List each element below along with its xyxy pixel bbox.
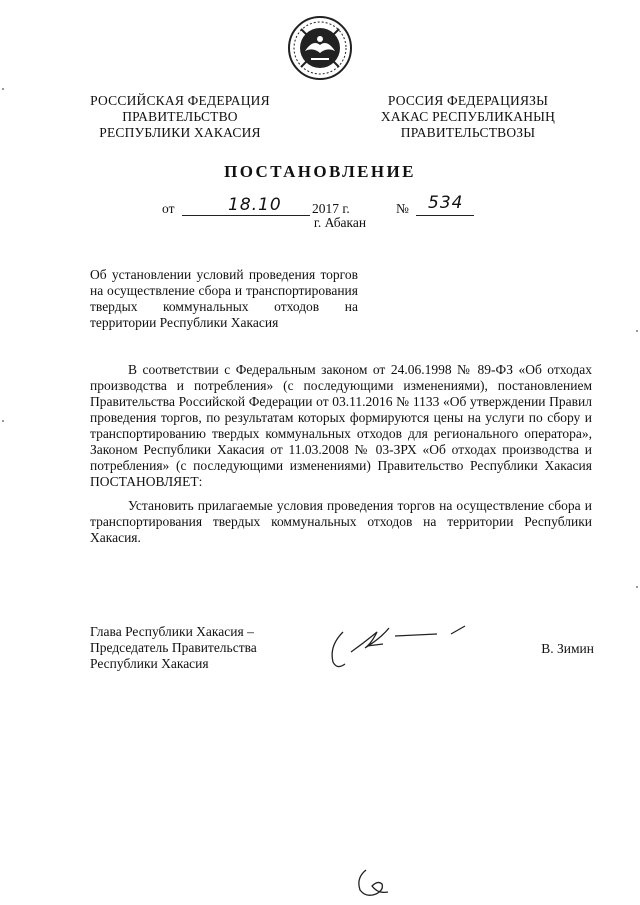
body-paragraph: В соответствии с Федеральным законом от 24.06.1998 № 89-ФЗ «Об отходах производства и потребления» (с последующими изменениями), постановлением Правительства Российской Федерации от 03.11.2016 № 1133 «Об утверждении Правил проведения торгов, по результатам которых формируются цены на услуги по сбору и транспортированию твердых коммунальных отходов для регионального оператора», Законом Республики Хакасия от 11.03.2008 № 03-ЗРХ «Об отходах производства и потребления» (с последующими изменениями) Правительство Республики Хакасия ПОСТАНОВЛЯЕТ:	[90, 362, 592, 489]
header-left-line: ПРАВИТЕЛЬСТВО	[122, 109, 238, 124]
scan-margin-mark	[2, 420, 4, 422]
date-from-label: от	[162, 201, 175, 216]
header-right	[368, 93, 568, 141]
scan-margin-mark	[636, 330, 638, 332]
handwritten-signature	[325, 618, 475, 678]
scan-margin-mark	[636, 586, 638, 588]
number-label: №	[396, 201, 409, 216]
document-title: ПОСТАНОВЛЕНИЕ	[224, 162, 416, 181]
city-label: г. Абакан	[313, 215, 367, 230]
handwritten-mark	[352, 866, 392, 900]
signatory-position-line: Республики Хакасия	[90, 656, 209, 671]
header-right-line: РОССИЯ ФЕДЕРАЦИЯЗЫ	[387, 93, 549, 108]
scan-margin-mark	[2, 88, 4, 90]
signatory-position-line: Глава Республики Хакасия –	[90, 624, 254, 639]
header-right-line: ХАКАС РЕСПУБЛИКАНЫҢ	[380, 109, 556, 124]
body-paragraph: Установить прилагаемые условия проведения торгов на осуществление сбора и транспортирования твердых коммунальных отходов на территории Республики Хакасия.	[90, 498, 592, 545]
document-subject: Об установлении условий проведения торгов на осуществление сбора и транспортирования твердых коммунальных отходов на территории Республики Хакасия	[90, 267, 358, 330]
header-left-line: РЕСПУБЛИКИ ХАКАСИЯ	[99, 125, 261, 140]
header-left	[80, 93, 280, 141]
header-right-line: ПРАВИТЕЛЬСТВОЗЫ	[400, 125, 536, 140]
header-left-line: РОССИЙСКАЯ ФЕДЕРАЦИЯ	[90, 93, 270, 108]
signatory-position	[90, 624, 290, 672]
coat-of-arms-emblem-icon	[287, 15, 353, 81]
handwritten-date: 18.10	[228, 195, 282, 215]
signatory-name: В. Зимин	[541, 641, 594, 656]
signatory-position-line: Председатель Правительства	[90, 640, 257, 655]
year-label: 2017 г.	[312, 201, 350, 216]
handwritten-number: 534	[428, 193, 464, 213]
